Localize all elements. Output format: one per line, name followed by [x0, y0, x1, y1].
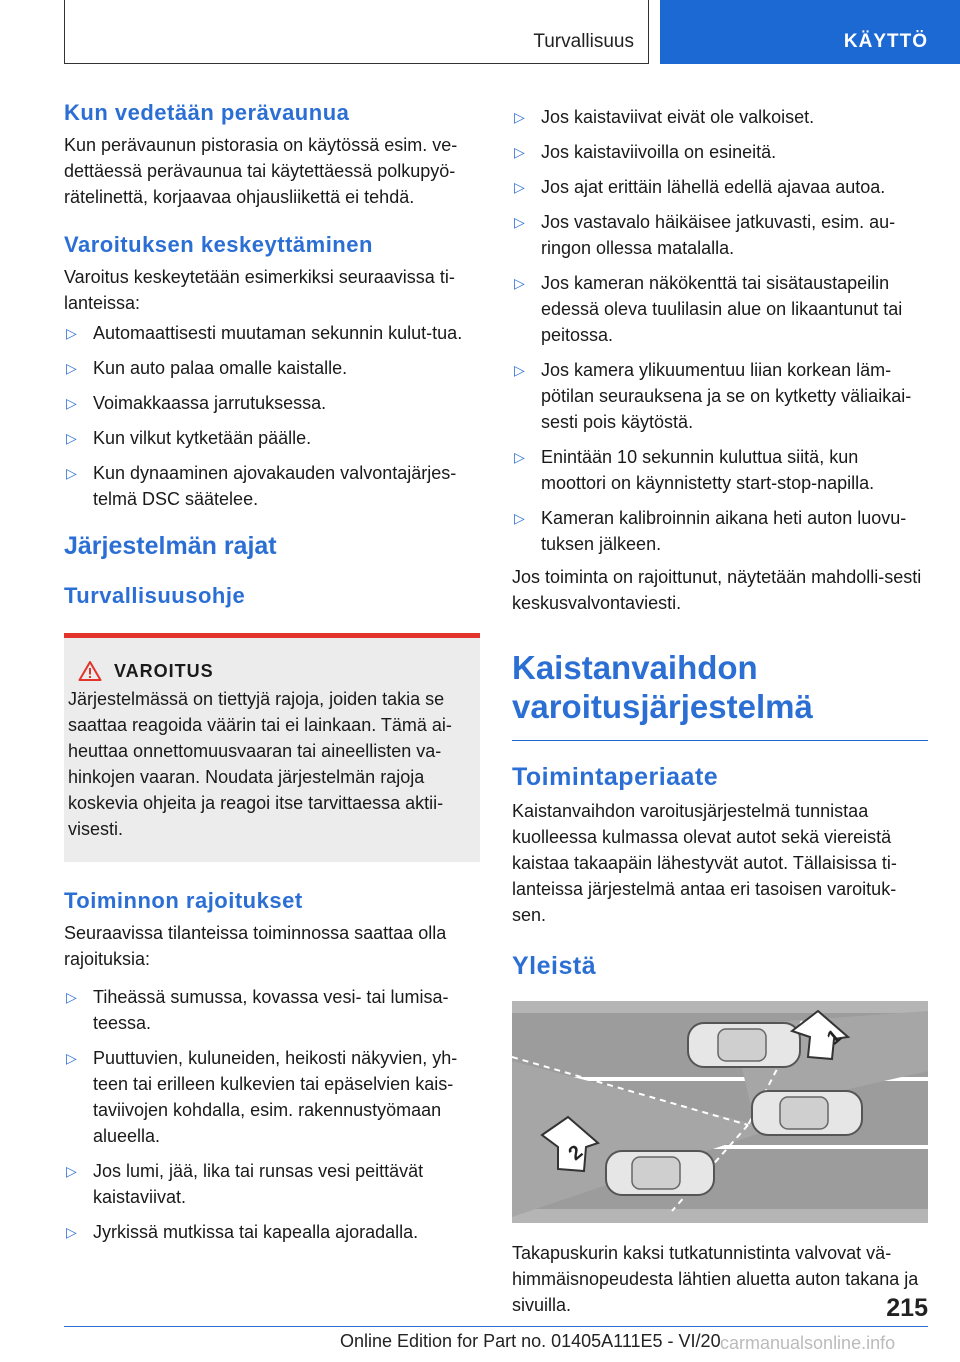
paragraph-interrupt: Varoitus keskeytetään esimerkiksi seuraavissa ti-lanteissa:	[64, 267, 455, 313]
list-item: ▷ Jos kameran näkökenttä tai sisätaustapeilin edessä oleva tuulilasin alue on likaantunut tai peitossa.	[512, 270, 928, 348]
heading-limits: Järjestelmän rajat	[64, 532, 277, 560]
list-item: ▷ Jyrkissä mutkissa tai kapealla ajoradalla.	[64, 1219, 480, 1245]
heading-restrictions: Toiminnon rajoitukset	[64, 888, 303, 913]
arrow-label-1: 1	[822, 1025, 846, 1050]
warning-box	[64, 633, 480, 862]
heading-trailer: Kun vedetään perävaunua	[64, 100, 350, 125]
warning-header	[78, 660, 468, 682]
triangle-bullet-icon: ▷	[514, 144, 525, 160]
arrow-label-2: 2	[564, 1141, 588, 1166]
list-item: ▷ Puuttuvien, kuluneiden, heikosti näkyvien, yh-teen tai erilleen kulkevien tai epäselvien kais-taviivojen kohdalla, esim. rakennustyömaan alueella.	[64, 1045, 480, 1149]
paragraph-general: Takapuskurin kaksi tutkatunnistinta valvovat vä-himmäisnopeudesta lähtien aluetta auton takana ja sivuilla.	[512, 1243, 919, 1315]
triangle-bullet-icon: ▷	[66, 1163, 77, 1179]
list-item: ▷ Enintään 10 sekunnin kuluttua siitä, kun moottori on käynnistetty start-stop-napilla.	[512, 444, 928, 496]
heading-principle: Toimintaperiaate	[512, 763, 719, 791]
interrupt-list	[64, 320, 480, 512]
list-item: ▷ Jos ajat erittäin lähellä edellä ajavaa autoa.	[512, 174, 928, 200]
warning-triangle-icon	[78, 660, 102, 682]
triangle-bullet-icon: ▷	[66, 989, 77, 1005]
blind-spot-illustration	[512, 1001, 928, 1223]
triangle-bullet-icon: ▷	[66, 325, 77, 341]
list-item: ▷ Jos kaistaviivat eivät ole valkoiset.	[512, 104, 928, 130]
warning-text: Järjestelmässä on tiettyjä rajoja, joiden takia se saattaa reagoida väärin tai ei lainkaan. Tämä ai-heuttaa onnettomuusvaaran tai aineellisten va-hinkojen vaaran. Noudata järjestelmän rajoja koskevia ohjeita ja reagoi itse tarvittaessa aktii-visesti.	[68, 689, 452, 839]
list-item: ▷ Jos vastavalo häikäisee jatkuvasti, esim. au-ringon ollessa matalalla.	[512, 209, 928, 261]
heading-safety: Turvallisuusohje	[64, 583, 246, 608]
paragraph-restrictions: Seuraavissa tilanteissa toiminnossa saattaa olla rajoituksia:	[64, 923, 447, 969]
car-icon	[606, 1151, 714, 1195]
triangle-bullet-icon: ▷	[514, 179, 525, 195]
triangle-bullet-icon: ▷	[514, 449, 525, 465]
list-item: ▷ Voimakkaassa jarrutuksessa.	[64, 390, 480, 416]
footer-rule	[64, 1326, 928, 1327]
limitation-list	[512, 104, 928, 557]
triangle-bullet-icon: ▷	[66, 1224, 77, 1240]
list-item: ▷ Jos kamera ylikuumentuu liian korkean läm-pötilan seurauksena ja se on kytketty väliaikai-sesti pois käytöstä.	[512, 357, 928, 435]
heading-general: Yleistä	[512, 952, 597, 980]
list-item: ▷ Kun auto palaa omalle kaistalle.	[64, 355, 480, 381]
header-chapter-title: KÄYTTÖ	[843, 31, 928, 52]
car-icon	[752, 1091, 862, 1135]
heading-rule	[512, 740, 928, 741]
triangle-bullet-icon: ▷	[514, 510, 525, 526]
list-item: ▷ Kun dynaaminen ajovakauden valvontajärjes-telmä DSC säätelee.	[64, 460, 480, 512]
triangle-bullet-icon: ▷	[514, 214, 525, 230]
list-item: ▷ Tiheässä sumussa, kovassa vesi- tai lumisa-teessa.	[64, 984, 480, 1036]
header-section-title: Turvallisuus	[533, 31, 634, 52]
paragraph-principle: Kaistanvaihdon varoitusjärjestelmä tunnistaa kuolleessa kulmassa olevat autot sekä viereistä kaistaa takaapäin lähestyvät autot. Tällaisissa ti-lanteissa järjestelmä antaa eri tasoisen varoituk-sen.	[512, 801, 897, 925]
triangle-bullet-icon: ▷	[66, 395, 77, 411]
paragraph-limited: Jos toiminta on rajoittunut, näytetään mahdolli-sesti keskusvalvontaviesti.	[512, 567, 922, 613]
triangle-bullet-icon: ▷	[514, 275, 525, 291]
list-item: ▷ Jos kaistaviivoilla on esineitä.	[512, 139, 928, 165]
triangle-bullet-icon: ▷	[514, 362, 525, 378]
list-item: ▷ Automaattisesti muutaman sekunnin kulut-tua.	[64, 320, 480, 346]
page-number: 215	[886, 1294, 928, 1322]
list-item: ▷ Kameran kalibroinnin aikana heti auton luovu-tuksen jälkeen.	[512, 505, 928, 557]
footer-edition: Online Edition for Part no. 01405A111E5 - VI/20	[340, 1331, 721, 1351]
triangle-bullet-icon: ▷	[66, 1050, 77, 1066]
right-column	[512, 104, 928, 1318]
watermark: carmanualsonline.info	[720, 1333, 896, 1353]
triangle-bullet-icon: ▷	[514, 109, 525, 125]
warning-title: VAROITUS	[114, 660, 214, 681]
restriction-list	[64, 984, 480, 1245]
heading-lane-change-warning: Kaistanvaihdon varoitusjärjestelmä	[512, 649, 813, 725]
triangle-bullet-icon: ▷	[66, 465, 77, 481]
paragraph-trailer: Kun perävaunun pistorasia on käytössä esim. ve-dettäessä perävaunua tai käytettäessä polkupyö-rätelinettä, korjaavaa ohjausliikettä ei tehdä.	[64, 135, 458, 207]
header-section-box	[64, 0, 649, 64]
car-icon	[688, 1023, 800, 1067]
left-column	[64, 100, 480, 1254]
triangle-bullet-icon: ▷	[66, 430, 77, 446]
list-item: ▷ Kun vilkut kytketään päälle.	[64, 425, 480, 451]
list-item: ▷ Jos lumi, jää, lika tai runsas vesi peittävät kaistaviivat.	[64, 1158, 480, 1210]
heading-interrupt: Varoituksen keskeyttäminen	[64, 232, 373, 257]
triangle-bullet-icon: ▷	[66, 360, 77, 376]
header-chapter-tab	[660, 0, 960, 64]
